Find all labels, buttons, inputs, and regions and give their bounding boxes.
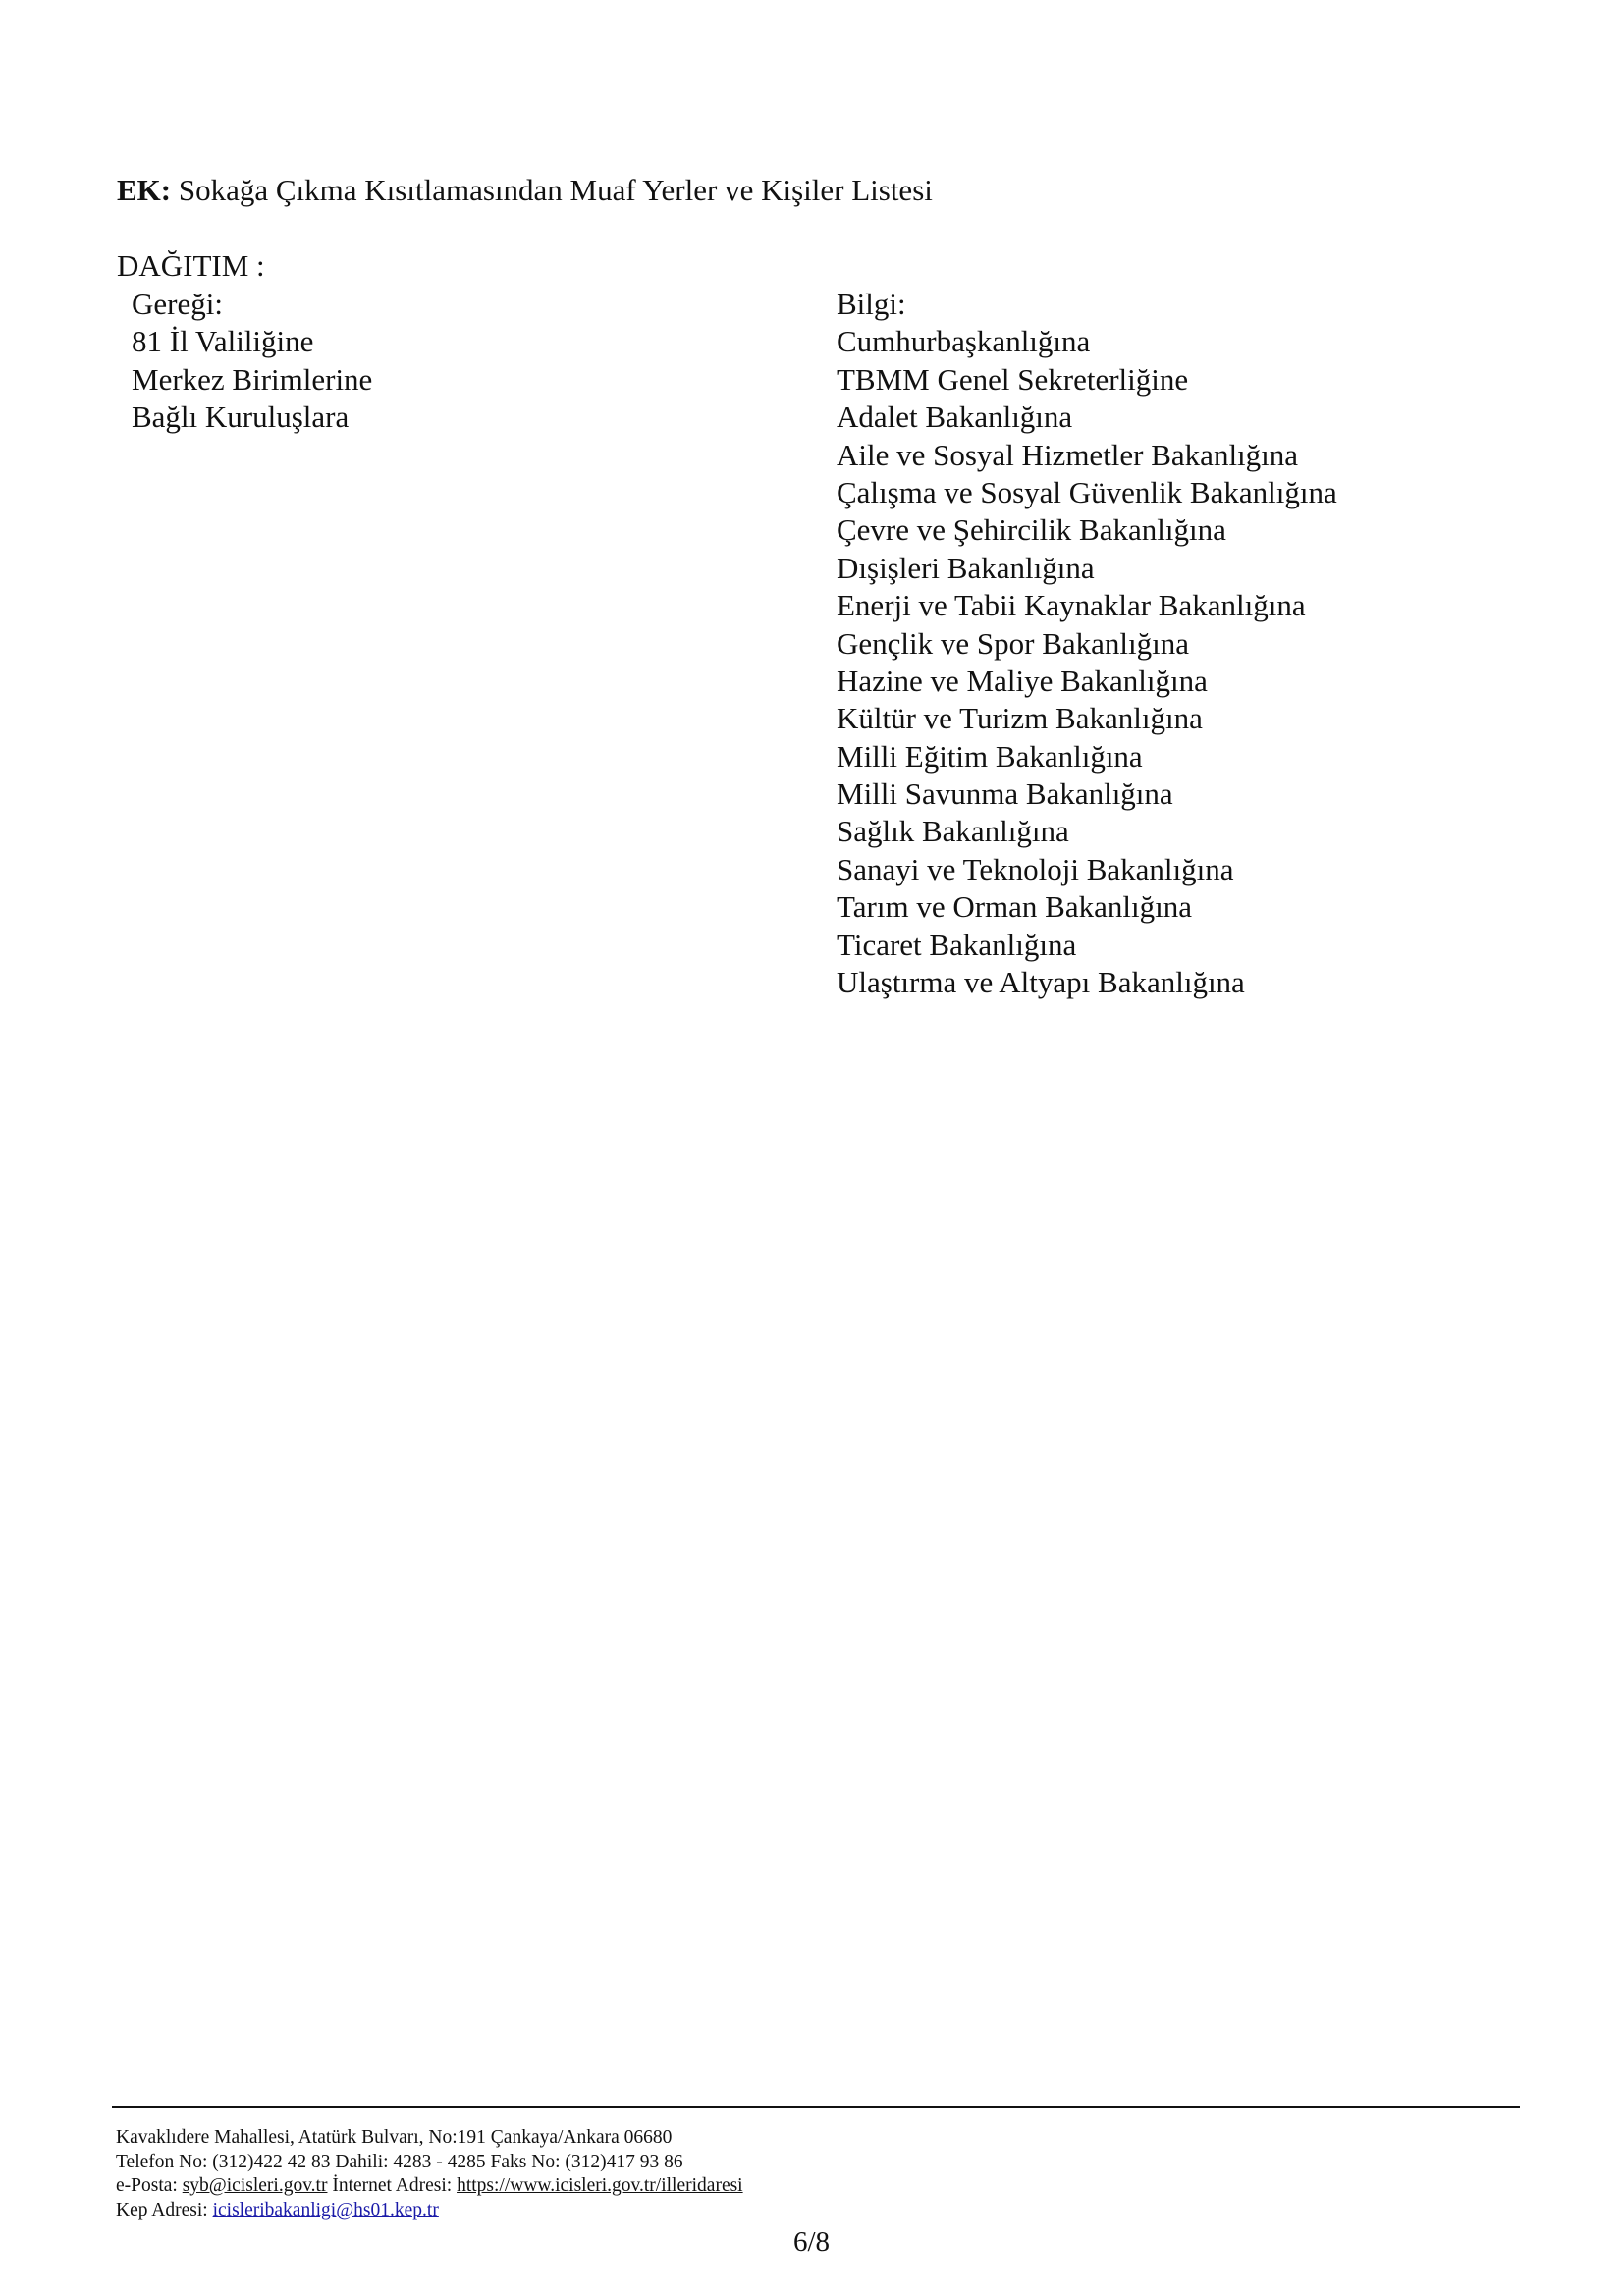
action-recipient: Bağlı Kuruluşlara	[132, 400, 350, 435]
footer	[116, 2126, 743, 2222]
info-recipient: Enerji ve Tabii Kaynaklar Bakanlığına	[837, 588, 1306, 623]
info-recipient: TBMM Genel Sekreterliğine	[837, 361, 1189, 397]
email-label: e-Posta:	[116, 2175, 183, 2196]
distribution-info-column	[837, 286, 1337, 1001]
attachment-label: EK:	[117, 173, 172, 207]
info-recipient: Kültür ve Turizm Bakanlığına	[837, 701, 1203, 736]
email-link[interactable]: syb@icisleri.gov.tr	[182, 2175, 328, 2196]
web-label: İnternet Adresi:	[327, 2175, 458, 2196]
info-recipient: Sanayi ve Teknoloji Bakanlığına	[837, 851, 1234, 886]
footer-address: Kavaklıdere Mahallesi, Atatürk Bulvarı, No:191 Çankaya/Ankara 06680	[116, 2127, 673, 2148]
action-heading: Gereği:	[132, 287, 223, 321]
distribution-title: DAĞITIM :	[117, 248, 265, 283]
info-recipient: Adalet Bakanlığına	[837, 400, 1073, 435]
info-recipient: Milli Savunma Bakanlığına	[837, 776, 1173, 812]
info-recipient: Aile ve Sosyal Hizmetler Bakanlığına	[837, 437, 1299, 472]
info-recipient: Tarım ve Orman Bakanlığına	[837, 889, 1192, 925]
attachment-line	[117, 172, 933, 209]
page-number: 6/8	[792, 2226, 831, 2258]
info-recipient: Çevre ve Şehircilik Bakanlığına	[837, 512, 1226, 548]
info-recipient: Gençlik ve Spor Bakanlığına	[837, 625, 1189, 661]
info-recipient: Çalışma ve Sosyal Güvenlik Bakanlığına	[837, 474, 1337, 509]
info-recipient: Dışişleri Bakanlığına	[837, 550, 1095, 585]
footer-divider	[112, 2106, 1520, 2108]
footer-contact-line	[116, 2174, 743, 2199]
info-heading: Bilgi:	[837, 287, 906, 321]
info-recipient: Cumhurbaşkanlığına	[837, 324, 1091, 359]
kep-link[interactable]: icisleribakanligi@hs01.kep.tr	[212, 2199, 439, 2220]
attachment-text: Sokağa Çıkma Kısıtlamasından Muaf Yerler ve Kişiler Listesi	[178, 173, 933, 207]
kep-label: Kep Adresi:	[116, 2199, 213, 2220]
footer-kep-line	[116, 2199, 743, 2223]
action-recipient: Merkez Birimlerine	[132, 361, 373, 397]
footer-phone: Telefon No: (312)422 42 83 Dahili: 4283 - 4285 Faks No: (312)417 93 86	[116, 2151, 683, 2172]
info-recipient: Hazine ve Maliye Bakanlığına	[837, 663, 1208, 698]
info-recipient: Ulaştırma ve Altyapı Bakanlığına	[837, 965, 1245, 1000]
website-link[interactable]: https://www.icisleri.gov.tr/illeridaresi	[457, 2175, 743, 2196]
info-recipient: Ticaret Bakanlığına	[837, 927, 1077, 962]
distribution-action-column	[132, 286, 372, 437]
info-recipient: Sağlık Bakanlığına	[837, 814, 1069, 849]
info-recipient: Milli Eğitim Bakanlığına	[837, 738, 1143, 774]
action-recipient: 81 İl Valiliğine	[132, 324, 314, 359]
